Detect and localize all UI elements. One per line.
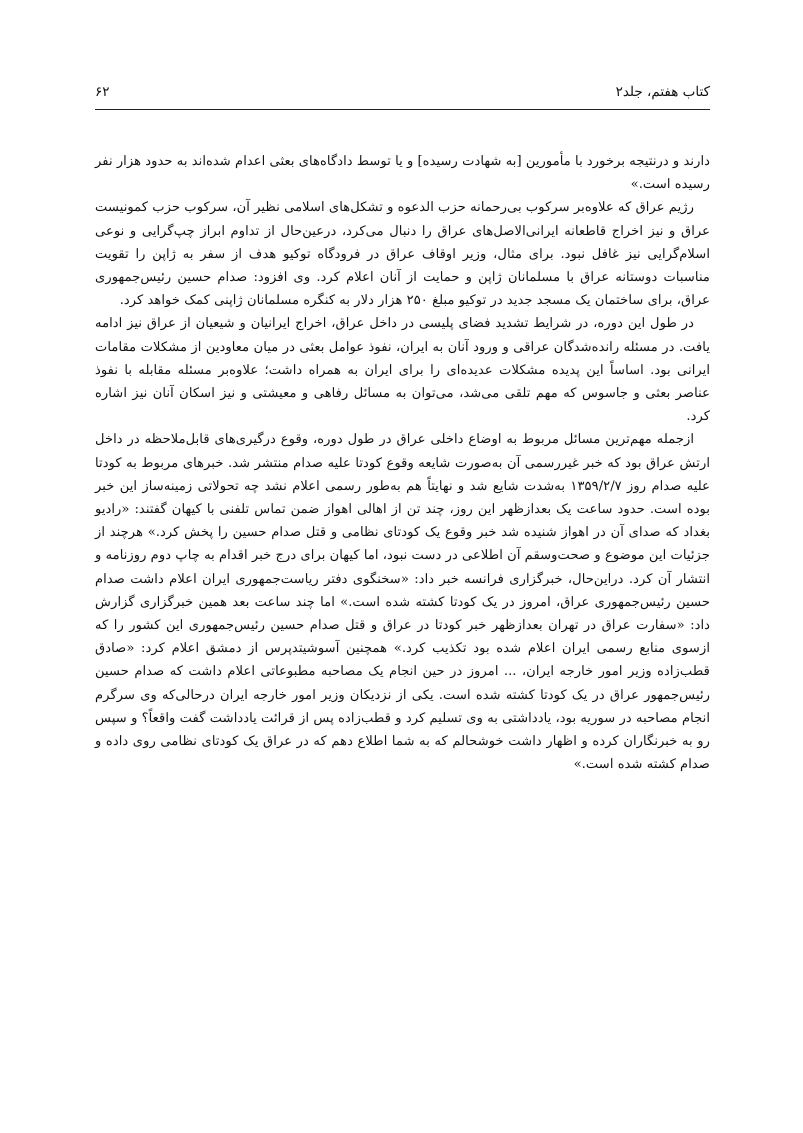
paragraph: در طول این دوره، در شرایط تشدید فضای پلیسی در داخل عراق، اخراج ایرانیان و شیعیان از عراق نیز ادامه یافت. در مسئله رانده‌شدگان عراقی و ورود آنان به ایران، نفوذ عوامل بعثی در میان معاودین از مشکلات مقامات ایرانی بود. اساساً این پدیده مشکلات عدیده‌ای را برای ایران به همراه داشت؛ علاوه‌بر مسئله مقابله با نفوذ عناصر بعثی و جاسوس که مهم تلقی می‌شد، می‌توان به مسائل رفاهی و معیشتی و نیز اسکان آنان نیز اشاره کرد.	[95, 316, 710, 425]
page-number: ۶۲	[95, 84, 110, 100]
paragraph: رژیم عراق که علاوه‌بر سرکوب بی‌رحمانه حزب الدعوه و تشکل‌های اسلامی نظیر آن، سرکوب حزب کمونیست عراق و نیز اخراج قاطعانه ایرانی‌الاصل‌های عراق را دنبال می‌کرد، درعین‌حال از تداوم ابراز چپ‌گرایی و نوعی اسلام‌گرایی نیز غافل نبود. برای مثال، وزیر اوقاف عراق در فرودگاه توکیو هدف از سفر به ژاپن را تقویت مناسبات دوستانه عراق با مسلمانان ژاپن و حمایت از آنان اعلام کرد. وی افزود: صدام حسین رئیس‌جمهوری عراق، برای ساختمان یک مسجد جدید در توکیو مبلغ ۲۵۰ هزار دلار به کنگره مسلمانان ژاپنی کمک خواهد کرد.	[95, 200, 710, 309]
header-rule	[95, 109, 710, 110]
book-title: کتاب هفتم، جلد۲	[615, 84, 710, 100]
running-header	[95, 80, 710, 106]
paragraph: ازجمله مهم‌ترین مسائل مربوط به اوضاع داخلی عراق در طول دوره، وقوع درگیری‌های قابل‌ملاحظه در داخل ارتش عراق بود که خبر غیررسمی آن به‌صورت شایعه وقوع کودتا علیه صدام منتشر شد. خبرهای مربوط به کودتا علیه صدام روز ۱۳۵۹/۲/۷ به‌شدت شایع شد و نهایتاً هم به‌طور رسمی اعلام نشد چه تحولاتی زمینه‌ساز این خبر بوده است. حدود ساعت یک بعدازظهر این روز، چند تن از اهالی اهواز ضمن تماس تلفنی با کیهان گفتند: «رادیو بغداد که صدای آن در اهواز شنیده شد خبر وقوع یک کودتای نظامی و قتل صدام حسین را پخش کرد.» هرچند از جزئیات این موضوع و صحت‌وسقم آن اطلاعی در دست نبود، اما کیهان برای درج خبر اقدام به چاپ دوم روزنامه و انتشار آن کرد. دراین‌حال، خبرگزاری فرانسه خبر داد: «سخنگوی دفتر ریاست‌جمهوری ایران اعلام داشت صدام حسین رئیس‌جمهوری عراق، امروز در یک کودتا کشته شده است.» اما چند ساعت بعد همین خبرگزاری گزارش داد: «سفارت عراق در تهران بعدازظهر خبر کودتا در عراق و قتل صدام حسین رئیس‌جمهوری این کشور را که ازسوی منابع رسمی ایران اعلام شده بود تکذیب کرد.» همچنین آسوشیتدپرس از دمشق اعلام کرد: «صادق قطب‌زاده وزیر امور خارجه ایران، ... امروز در حین انجام یک مصاحبه مطبوعاتی اعلام داشت که صدام حسین رئیس‌جمهور عراق در یک کودتا کشته شده است. یکی از نزدیکان وزیر امور خارجه ایران درحالی‌که وی سرگرم انجام مصاحبه در سوریه بود، یادداشتی به وی تسلیم کرد و قطب‌زاده پس از قرائت یادداشت گفت واقعاً؟ و سپس رو به خبرنگاران کرده و اظهار داشت خوشحالم که به شما اطلاع دهم که در عراق یک کودتای نظامی روی داده و صدام کشته شده است.»	[95, 432, 710, 773]
paragraph-continued: دارند و درنتیجه برخورد با مأمورین [به شهادت رسیده] و یا توسط دادگاه‌های بعثی اعدام شده‌اند به حدود هزار نفر رسیده است.»	[95, 154, 710, 193]
body-text	[95, 150, 710, 776]
